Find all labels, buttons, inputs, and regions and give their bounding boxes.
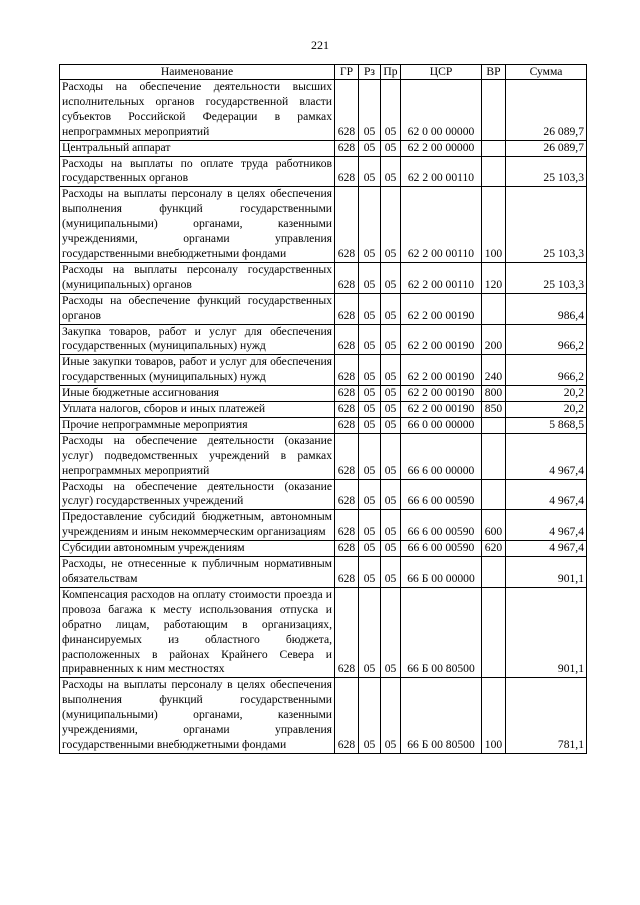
cell-rz: 05: [359, 402, 381, 418]
cell-pr: 05: [381, 541, 401, 557]
cell-name: Уплата налогов, сборов и иных платежей: [60, 402, 335, 418]
table-row: [60, 140, 587, 156]
table-header-row: [60, 65, 587, 80]
cell-name: Расходы на обеспечение деятельности (оказание услуг) государственных учреждений: [60, 479, 335, 510]
table-row: [60, 678, 587, 754]
cell-rz: 05: [359, 140, 381, 156]
cell-csr: 66 6 00 00590: [401, 510, 482, 541]
cell-gr: 628: [335, 324, 359, 355]
budget-table: [59, 64, 587, 754]
table-row: [60, 187, 587, 263]
cell-rz: 05: [359, 479, 381, 510]
cell-name: Расходы на выплаты по оплате труда работников государственных органов: [60, 156, 335, 187]
cell-vr: 620: [482, 541, 506, 557]
cell-csr: 66 Б 00 80500: [401, 587, 482, 677]
cell-pr: 05: [381, 678, 401, 754]
cell-pr: 05: [381, 262, 401, 293]
cell-csr: 66 6 00 00000: [401, 433, 482, 479]
cell-rz: 05: [359, 678, 381, 754]
cell-gr: 628: [335, 433, 359, 479]
cell-pr: 05: [381, 80, 401, 141]
cell-gr: 628: [335, 557, 359, 588]
cell-sum: 966,2: [506, 355, 587, 386]
cell-gr: 628: [335, 140, 359, 156]
cell-vr: 120: [482, 262, 506, 293]
cell-name: Расходы на выплаты персоналу государственных (муниципальных) органов: [60, 262, 335, 293]
cell-vr: 850: [482, 402, 506, 418]
header-pr: Пр: [381, 65, 401, 80]
cell-gr: 628: [335, 402, 359, 418]
cell-rz: 05: [359, 386, 381, 402]
table-row: [60, 510, 587, 541]
cell-rz: 05: [359, 417, 381, 433]
table-row: [60, 355, 587, 386]
cell-csr: 66 0 00 00000: [401, 417, 482, 433]
cell-sum: 5 868,5: [506, 417, 587, 433]
cell-sum: 26 089,7: [506, 80, 587, 141]
cell-pr: 05: [381, 140, 401, 156]
cell-vr: 800: [482, 386, 506, 402]
cell-rz: 05: [359, 557, 381, 588]
header-name: Наименование: [60, 65, 335, 80]
table-row: [60, 262, 587, 293]
cell-name: Предоставление субсидий бюджетным, автономным учреждениям и иным некоммерческим организациям: [60, 510, 335, 541]
table-row: [60, 479, 587, 510]
cell-name: Иные закупки товаров, работ и услуг для обеспечения государственных (муниципальных) нужд: [60, 355, 335, 386]
cell-vr: [482, 557, 506, 588]
cell-pr: 05: [381, 402, 401, 418]
table-row: [60, 293, 587, 324]
page-number: 221: [311, 38, 329, 52]
cell-rz: 05: [359, 262, 381, 293]
cell-csr: 62 2 00 00190: [401, 293, 482, 324]
cell-csr: 62 2 00 00190: [401, 402, 482, 418]
cell-name: Иные бюджетные ассигнования: [60, 386, 335, 402]
header-rz: Рз: [359, 65, 381, 80]
cell-vr: [482, 479, 506, 510]
cell-vr: [482, 80, 506, 141]
cell-pr: 05: [381, 557, 401, 588]
cell-vr: 600: [482, 510, 506, 541]
cell-rz: 05: [359, 324, 381, 355]
cell-sum: 4 967,4: [506, 433, 587, 479]
table-row: [60, 433, 587, 479]
cell-name: Расходы на обеспечение деятельности высших исполнительных органов государственной власти субъектов Российской Федерации в рамках непрограммных мероприятий: [60, 80, 335, 141]
cell-csr: 62 2 00 00000: [401, 140, 482, 156]
cell-pr: 05: [381, 479, 401, 510]
cell-pr: 05: [381, 187, 401, 263]
header-sum: Сумма: [506, 65, 587, 80]
cell-sum: 986,4: [506, 293, 587, 324]
cell-sum: 781,1: [506, 678, 587, 754]
cell-name: Расходы на выплаты персоналу в целях обеспечения выполнения функций государственными (муниципальными) органами, казенными учреждениями, органами управления государственными внебюджетными фондами: [60, 187, 335, 263]
cell-rz: 05: [359, 355, 381, 386]
table-row: [60, 324, 587, 355]
table-row: [60, 80, 587, 141]
cell-sum: 25 103,3: [506, 262, 587, 293]
table-row: [60, 557, 587, 588]
table-row: [60, 386, 587, 402]
cell-pr: 05: [381, 293, 401, 324]
cell-gr: 628: [335, 262, 359, 293]
cell-gr: 628: [335, 386, 359, 402]
cell-name: Расходы на выплаты персоналу в целях обеспечения выполнения функций государственными (муниципальными) органами, казенными учреждениями, органами управления государственными внебюджетными фондами: [60, 678, 335, 754]
cell-csr: 62 2 00 00110: [401, 156, 482, 187]
cell-gr: 628: [335, 156, 359, 187]
cell-name: Компенсация расходов на оплату стоимости проезда и провоза багажа к месту использования отпуска и обратно лицам, работающим в организациях, финансируемых из областного бюджета, расположенных в районах Крайнего Севера и приравненных к ним местностях: [60, 587, 335, 677]
cell-csr: 66 6 00 00590: [401, 479, 482, 510]
cell-rz: 05: [359, 80, 381, 141]
cell-sum: 25 103,3: [506, 187, 587, 263]
cell-pr: 05: [381, 433, 401, 479]
cell-pr: 05: [381, 417, 401, 433]
table-row: [60, 541, 587, 557]
cell-gr: 628: [335, 187, 359, 263]
cell-name: Расходы на обеспечение деятельности (оказание услуг) подведомственных учреждений в рамках непрограммных мероприятий: [60, 433, 335, 479]
cell-gr: 628: [335, 510, 359, 541]
cell-pr: 05: [381, 156, 401, 187]
cell-csr: 62 2 00 00190: [401, 324, 482, 355]
cell-rz: 05: [359, 587, 381, 677]
cell-csr: 62 2 00 00190: [401, 355, 482, 386]
cell-vr: 240: [482, 355, 506, 386]
cell-csr: 66 Б 00 80500: [401, 678, 482, 754]
cell-gr: 628: [335, 479, 359, 510]
cell-vr: 200: [482, 324, 506, 355]
cell-csr: 62 2 00 00110: [401, 187, 482, 263]
cell-sum: 901,1: [506, 587, 587, 677]
cell-sum: 901,1: [506, 557, 587, 588]
cell-vr: [482, 587, 506, 677]
table-row: [60, 402, 587, 418]
cell-gr: 628: [335, 587, 359, 677]
cell-vr: [482, 140, 506, 156]
cell-sum: 20,2: [506, 402, 587, 418]
cell-pr: 05: [381, 510, 401, 541]
header-gr: ГР: [335, 65, 359, 80]
cell-sum: 4 967,4: [506, 479, 587, 510]
table-row: [60, 587, 587, 677]
cell-name: Центральный аппарат: [60, 140, 335, 156]
cell-name: Расходы на обеспечение функций государственных органов: [60, 293, 335, 324]
cell-rz: 05: [359, 293, 381, 324]
cell-csr: 66 6 00 00590: [401, 541, 482, 557]
cell-gr: 628: [335, 541, 359, 557]
cell-sum: 4 967,4: [506, 541, 587, 557]
cell-name: Закупка товаров, работ и услуг для обеспечения государственных (муниципальных) нужд: [60, 324, 335, 355]
table-row: [60, 156, 587, 187]
table-row: [60, 417, 587, 433]
cell-name: Субсидии автономным учреждениям: [60, 541, 335, 557]
cell-csr: 62 0 00 00000: [401, 80, 482, 141]
cell-vr: [482, 417, 506, 433]
cell-sum: 25 103,3: [506, 156, 587, 187]
cell-vr: [482, 293, 506, 324]
header-csr: ЦСР: [401, 65, 482, 80]
header-vr: ВР: [482, 65, 506, 80]
cell-rz: 05: [359, 541, 381, 557]
cell-sum: 26 089,7: [506, 140, 587, 156]
cell-pr: 05: [381, 587, 401, 677]
cell-gr: 628: [335, 355, 359, 386]
cell-rz: 05: [359, 156, 381, 187]
cell-vr: 100: [482, 187, 506, 263]
cell-vr: [482, 156, 506, 187]
cell-rz: 05: [359, 510, 381, 541]
cell-gr: 628: [335, 80, 359, 141]
cell-vr: [482, 433, 506, 479]
table-body: [60, 80, 587, 754]
cell-sum: 20,2: [506, 386, 587, 402]
cell-pr: 05: [381, 324, 401, 355]
cell-gr: 628: [335, 678, 359, 754]
cell-vr: 100: [482, 678, 506, 754]
cell-gr: 628: [335, 293, 359, 324]
cell-rz: 05: [359, 187, 381, 263]
cell-sum: 4 967,4: [506, 510, 587, 541]
cell-name: Прочие непрограммные мероприятия: [60, 417, 335, 433]
cell-sum: 966,2: [506, 324, 587, 355]
cell-csr: 66 Б 00 00000: [401, 557, 482, 588]
cell-csr: 62 2 00 00110: [401, 262, 482, 293]
cell-pr: 05: [381, 386, 401, 402]
cell-name: Расходы, не отнесенные к публичным нормативным обязательствам: [60, 557, 335, 588]
cell-pr: 05: [381, 355, 401, 386]
cell-rz: 05: [359, 433, 381, 479]
cell-csr: 62 2 00 00190: [401, 386, 482, 402]
cell-gr: 628: [335, 417, 359, 433]
